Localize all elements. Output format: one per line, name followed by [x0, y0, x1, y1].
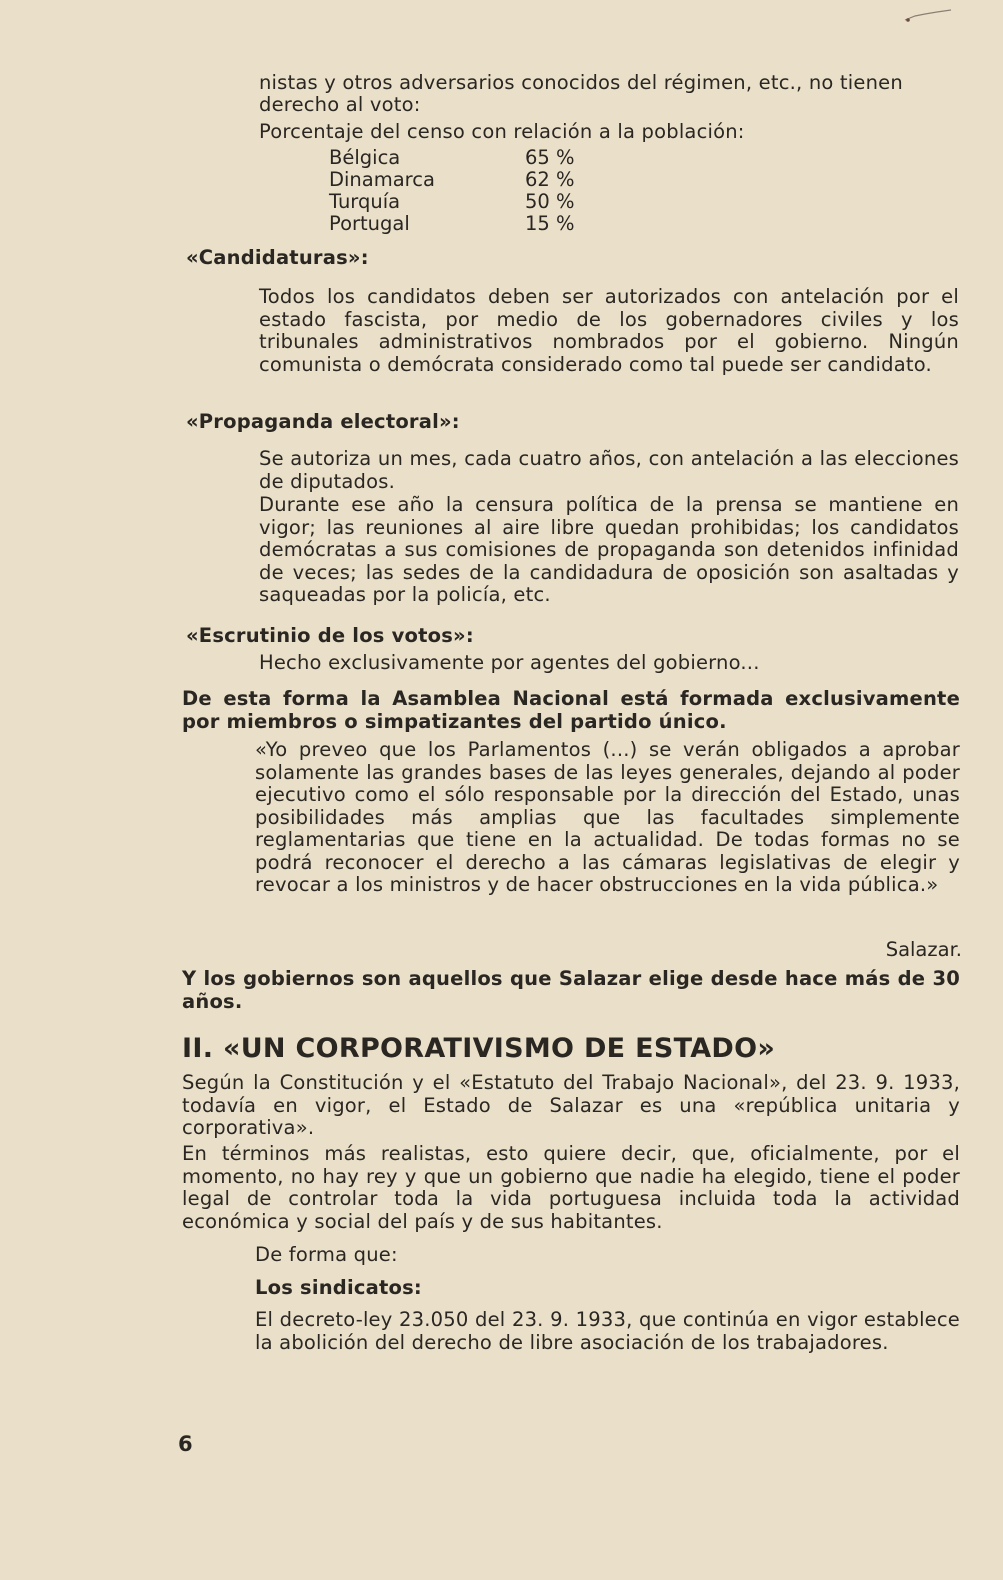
- constitucion-paragraph: Según la Constitución y el «Estatuto del Trabajo Nacional», del 23. 9. 1933, todavía en vigor, el Estado de Salazar es una «república unitaria y corporativa».: [182, 1071, 960, 1139]
- quote-author: Salazar.: [885, 938, 962, 961]
- sindicatos-paragraph: El decreto-ley 23.050 del 23. 9. 1933, que continúa en vigor establece la abolición del derecho de libre asociación de los trabajadores.: [255, 1308, 960, 1354]
- country-name: Bélgica: [329, 146, 401, 169]
- country-name: Portugal: [329, 212, 410, 235]
- census-row: [329, 169, 605, 191]
- page-number: 6: [178, 1432, 193, 1456]
- country-name: Turquía: [329, 190, 401, 213]
- census-table: [329, 147, 605, 235]
- propaganda-paragraph-1: Se autoriza un mes, cada cuatro años, con antelación a las elecciones de diputados.: [259, 447, 959, 493]
- census-percent: 62 %: [525, 168, 575, 191]
- intro-line-1: nistas y otros adversarios conocidos del régimen, etc., no tienen: [259, 71, 903, 94]
- country-name: Dinamarca: [329, 168, 435, 191]
- census-heading: Porcentaje del censo con relación a la población:: [259, 120, 745, 143]
- salazar-quote: «Yo preveo que los Parlamentos (...) se verán obligados a aprobar solamente las grandes bases de las leyes generales, dejando al poder ejecutivo como el sólo responsable por la dirección del Estado, unas posibilidades más amplias que las facultades simplemente reglamentarias que tiene en la actualidad. De todas formas no se podrá reconocer el derecho a las cámaras legislativas de elegir y revocar a los ministros y de hacer obstrucciones en la vida pública.»: [255, 738, 960, 896]
- escrutinio-heading: «Escrutinio de los votos»:: [186, 624, 474, 647]
- escrutinio-text: Hecho exclusivamente por agentes del gobierno...: [259, 651, 760, 674]
- census-row: [329, 147, 605, 169]
- census-percent: 15 %: [525, 212, 575, 235]
- terminos-paragraph: En términos más realistas, esto quiere decir, que, oficialmente, por el momento, no hay rey y que un gobierno que nadie ha elegido, tiene el poder legal de controlar toda la vida portuguesa incluida toda la actividad económica y social del país y de sus habitantes.: [182, 1142, 960, 1233]
- propaganda-paragraph-2: Durante ese año la censura política de la prensa se mantiene en vigor; las reuniones al aire libre quedan prohibidas; los candidatos demócratas a sus comisiones de propaganda son detenidos infinidad de veces; las sedes de la candidadura de oposición son asaltadas y saqueadas por la policía, etc.: [259, 493, 959, 606]
- census-row: [329, 213, 605, 235]
- census-row: [329, 191, 605, 213]
- candidaturas-heading: «Candidaturas»:: [186, 246, 369, 269]
- candidaturas-paragraph: Todos los candidatos deben ser autorizados con antelación por el estado fascista, por medio de los gobernadores civiles y los tribunales administrativos nombrados por el gobierno. Ningún comunista o demócrata considerado como tal puede ser candidato.: [259, 285, 959, 376]
- section-title: II. «UN CORPORATIVISMO DE ESTADO»: [182, 1033, 776, 1064]
- forma-text: De forma que:: [255, 1243, 398, 1266]
- asamblea-statement: De esta forma la Asamblea Nacional está formada exclusivamente por miembros o simpatizantes del partido único.: [182, 687, 960, 733]
- intro-line-2: derecho al voto:: [259, 93, 421, 116]
- census-percent: 50 %: [525, 190, 575, 213]
- sindicatos-heading: Los sindicatos:: [255, 1276, 422, 1299]
- gobiernos-statement: Y los gobiernos son aquellos que Salazar elige desde hace más de 30 años.: [182, 967, 960, 1013]
- ink-mark: [903, 4, 963, 24]
- propaganda-heading: «Propaganda electoral»:: [186, 410, 460, 433]
- census-percent: 65 %: [525, 146, 575, 169]
